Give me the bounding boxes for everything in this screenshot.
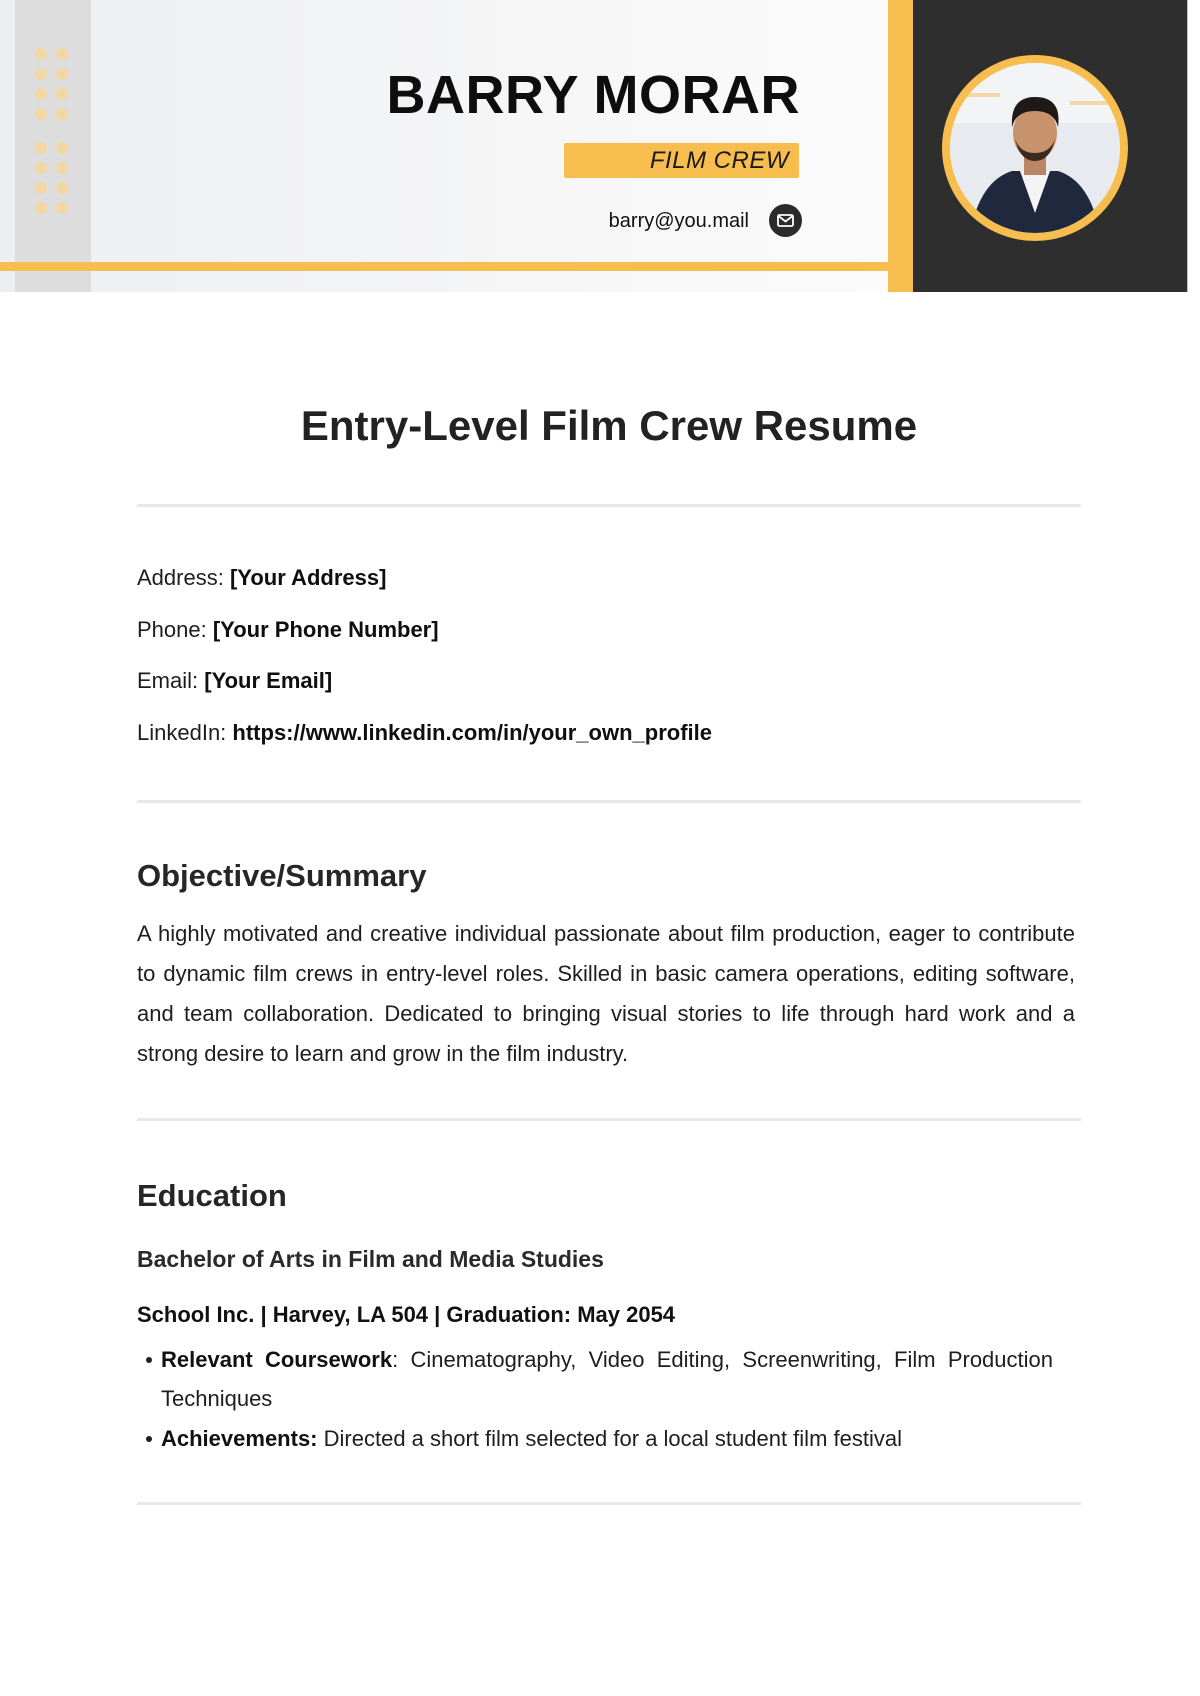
coursework-text: Cinematography, Video Editing, Screenwriting, Film Production Techniques (161, 1347, 1053, 1411)
coursework-label: Relevant Coursework (161, 1347, 393, 1372)
phone-value: [Your Phone Number] (212, 617, 439, 642)
education-details (137, 1340, 1053, 1459)
achievements-label: Achievements: (161, 1426, 318, 1451)
achievements-text: Directed a short film selected for a local student film festival (317, 1426, 902, 1451)
contact-phone (137, 617, 439, 643)
envelope-icon[interactable] (769, 204, 802, 237)
list-item (137, 1419, 1053, 1458)
email-label: Email: (137, 668, 199, 693)
list-item: Relevant Coursework: Cinematography, Video Editing, Screenwriting, Film Production Techniques (137, 1340, 1053, 1418)
email-value: [Your Email] (204, 668, 333, 693)
school-line: School Inc. | Harvey, LA 504 | Graduation: May 2054 (137, 1302, 676, 1327)
header-email[interactable]: barry@you.mail (608, 210, 749, 232)
address-value: [Your Address] (229, 565, 387, 590)
summary-text: A highly motivated and creative individual passionate about film production, eager to contribute to dynamic film crews in entry-level roles. Skilled in basic camera operations, editing software, and team collaboration. Dedicated to bringing visual stories to life through hard work and a strong desire to learn and grow in the film industry. (137, 921, 1075, 1066)
education-heading: Education (137, 1178, 287, 1213)
page-title: Entry-Level Film Crew Resume (300, 402, 918, 449)
avatar-illustration (950, 63, 1120, 233)
role-badge (564, 143, 799, 178)
contact-email (137, 668, 332, 694)
divider (137, 1502, 1081, 1505)
divider (137, 800, 1081, 803)
divider (137, 1118, 1081, 1121)
header-accent-line (0, 262, 888, 271)
summary-heading: Objective/Summary (137, 858, 427, 893)
address-label: Address: (137, 565, 224, 590)
phone-label: Phone: (137, 617, 207, 642)
header-side-stripe (15, 0, 91, 292)
contact-linkedin (137, 720, 712, 746)
linkedin-link[interactable]: https://www.linkedin.com/in/your_own_profile (232, 720, 712, 745)
contact-address (137, 565, 386, 591)
divider (137, 504, 1081, 507)
avatar (950, 63, 1120, 233)
degree-title: Bachelor of Arts in Film and Media Studies (137, 1246, 604, 1272)
role-title: FILM CREW (649, 147, 789, 174)
linkedin-label: LinkedIn: (137, 720, 227, 745)
candidate-name: BARRY MORAR (386, 65, 800, 125)
